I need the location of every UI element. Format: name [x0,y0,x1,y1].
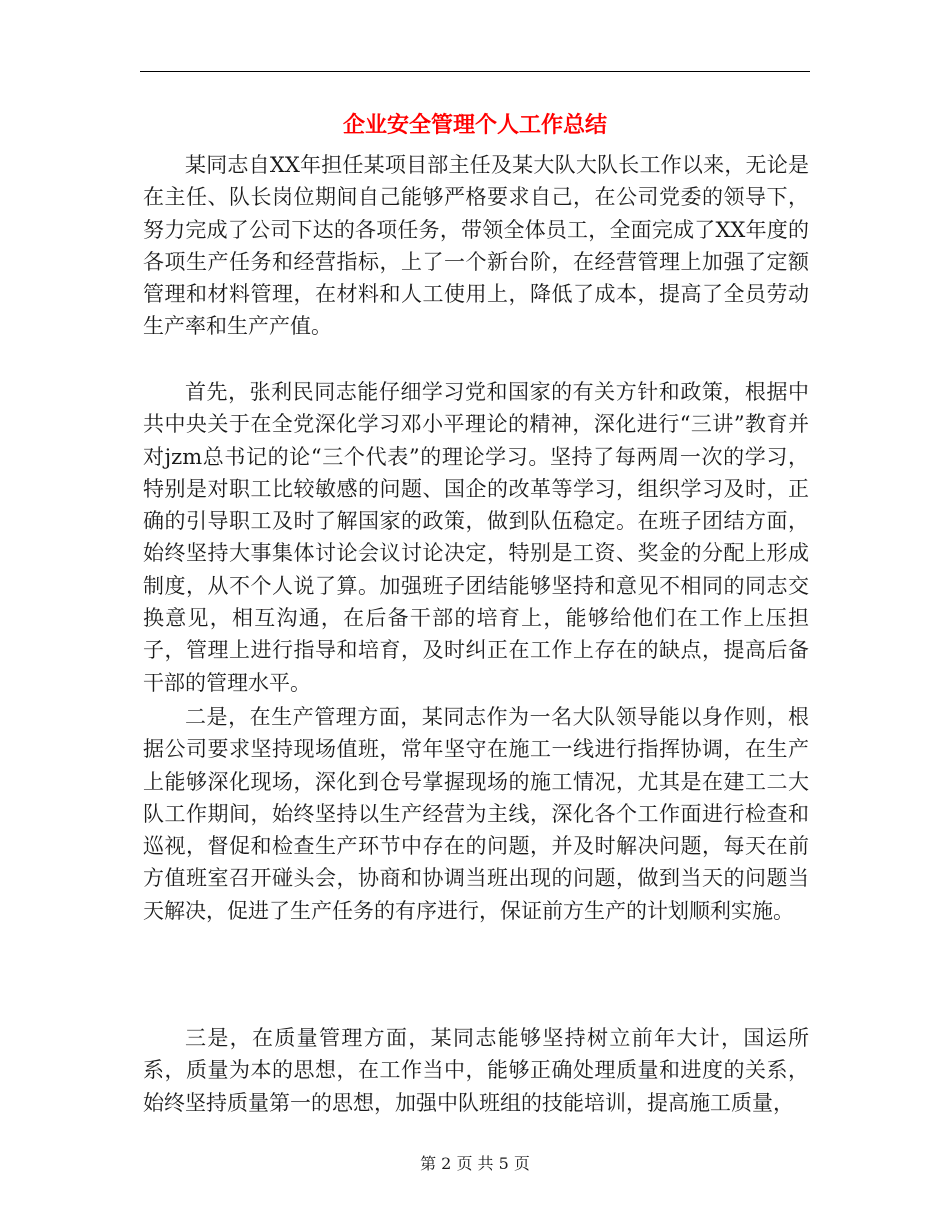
header-rule [140,71,810,72]
page-footer: 第 2 页 共 5 页 [420,1154,530,1173]
document-title: 企业安全管理个人工作总结 [342,112,607,138]
paragraph-production: 二是，在生产管理方面，某同志作为一名大队领导能以身作则，根据公司要求坚持现场值班，常年坚守在施工一线进行指挥协调，在生产上能够深化现场，深化到仓号掌握现场的施工情况，尤其是在建工二大队工作期间，始终坚持以生产经营为主线，深化各个工作面进行检查和巡视，督促和检查生产环节中存在的问题，并及时解决问题，每天在前方值班室召开碰头会，协商和协调当班出现的问题，做到当天的问题当天解决，促进了生产任务的有序进行，保证前方生产的计划顺利实施。 [143,705,809,923]
paragraph-study: 首先，张利民同志能仔细学习党和国家的有关方针和政策，根据中共中央关于在全党深化学习邓小平理论的精神，深化进行“三讲”教育并对jzm总书记的论“三个代表”的理论学习。坚持了每两周一次的学习，特别是对职工比较敏感的问题、国企的改革等学习，组织学习及时，正确的引导职工及时了解国家的政策，做到队伍稳定。在班子团结方面，始终坚持大事集体讨论会议讨论决定，特别是工资、奖金的分配上形成制度，从不个人说了算。加强班子团结能够坚持和意见不相同的同志交换意见，相互沟通，在后备干部的培育上，能够给他们在工作上压担子，管理上进行指导和培育，及时纠正在工作上存在的缺点，提高后备干部的管理水平。 [143,380,809,695]
paragraph-quality: 三是，在质量管理方面，某同志能够坚持树立前年大计，国运所系，质量为本的思想，在工作当中，能够正确处理质量和进度的关系，始终坚持质量第一的思想，加强中队班组的技能培训，提高施工质量， [143,1026,809,1115]
paragraph-intro: 某同志自XX年担任某项目部主任及某大队大队长工作以来，无论是在主任、队长岗位期间自己能够严格要求自己，在公司党委的领导下，努力完成了公司下达的各项任务，带领全体员工，全面完成了XX年度的各项生产任务和经营指标，上了一个新台阶，在经营管理上加强了定额管理和材料管理，在材料和人工使用上，降低了成本，提高了全员劳动生产率和生产产值。 [143,153,809,339]
